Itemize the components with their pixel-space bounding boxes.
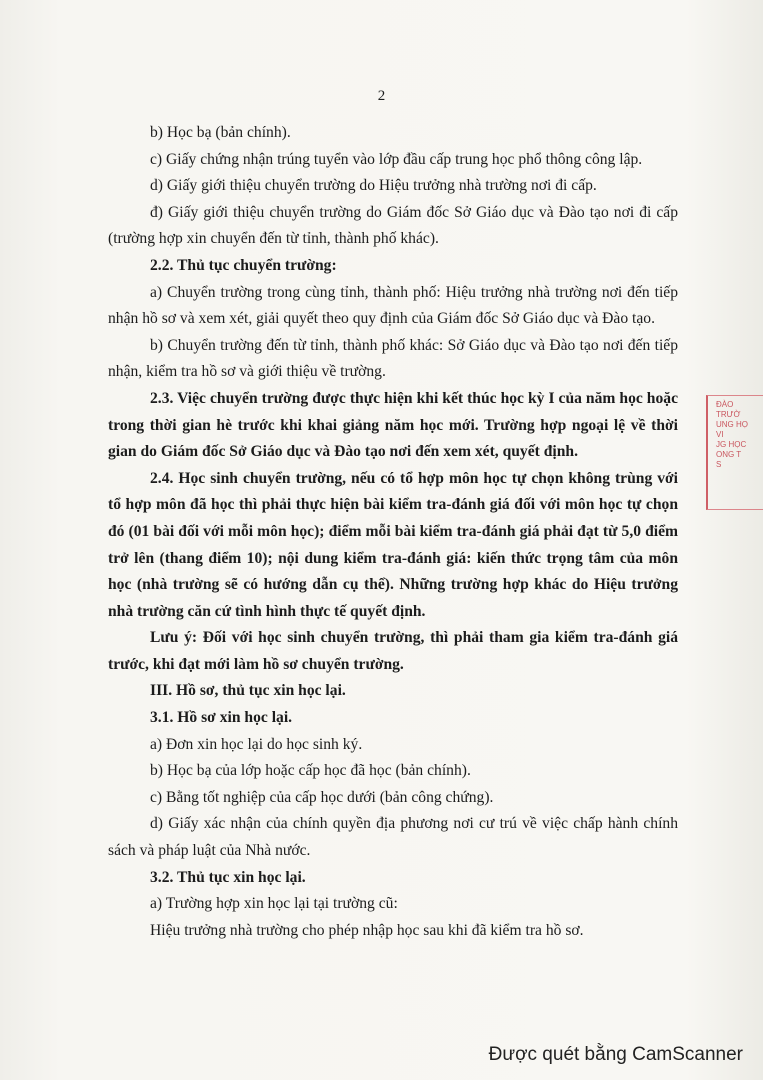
paragraph-bold: 2.4. Học sinh chuyển trường, nếu có tổ hợp môn học tự chọn không trùng với tổ hợp môn đã học thì phải thực hiện bài kiểm tra-đánh giá đối với môn học tự chọn đó (01 bài đối với mỗi môn học); điểm mỗi bài kiểm tra-đánh giá phải đạt từ 5,0 điểm trở lên (thang điểm 10); nội dung kiểm tra-đánh giá: kiến thức trọng tâm của môn học (nhà trường sẽ có hướng dẫn cụ thể). Những trường hợp khác do Hiệu trưởng nhà trường căn cứ tình hình thực tế quyết định.: [108, 469, 678, 620]
section-heading: 3.2. Thủ tục xin học lại.: [150, 868, 306, 886]
section-heading: 3.1. Hồ sơ xin học lại.: [150, 709, 293, 727]
page-number: 2: [377, 88, 386, 104]
note-paragraph: Lưu ý: Đối với học sinh chuyển trường, thì phải tham gia kiểm tra-đánh giá trước, khi đạt mới làm hồ sơ chuyển trường.: [108, 629, 678, 673]
stamp-text: VI: [716, 430, 724, 439]
paragraph: đ) Giấy giới thiệu chuyển trường do Giám đốc Sở Giáo dục và Đào tạo nơi đi cấp (trường hợp xin chuyển đến từ tỉnh, thành phố khác).: [108, 203, 678, 248]
paragraph: d) Giấy giới thiệu chuyển trường do Hiệu trưởng nhà trường nơi đi cấp.: [150, 177, 597, 195]
stamp-text: ONG T: [716, 450, 742, 459]
paragraph: a) Trường hợp xin học lại tại trường cũ:: [150, 895, 398, 913]
paragraph: Hiệu trưởng nhà trường cho phép nhập học sau khi đã kiểm tra hồ sơ.: [150, 921, 584, 939]
stamp-text: ĐÀO: [716, 400, 734, 409]
paragraph: c) Bằng tốt nghiệp của cấp học dưới (bản công chứng).: [150, 788, 494, 806]
paragraph: a) Đơn xin học lại do học sinh ký.: [150, 735, 363, 753]
document-body: [108, 120, 678, 944]
stamp-text: TRƯỜ: [716, 410, 741, 419]
paragraph: d) Giấy xác nhận của chính quyền địa phương nơi cư trú về việc chấp hành chính sách và pháp luật của Nhà nước.: [108, 815, 678, 860]
paragraph: b) Chuyển trường đến từ tỉnh, thành phố khác: Sở Giáo dục và Đào tạo nơi đến tiếp nhận, kiểm tra hồ sơ và giới thiệu về trường.: [108, 336, 678, 381]
stamp-text: JG HỌC: [716, 440, 747, 449]
stamp-text: UNG HỌ: [716, 420, 748, 429]
red-seal-stamp: [706, 395, 763, 510]
paragraph: a) Chuyển trường trong cùng tỉnh, thành phố: Hiệu trưởng nhà trường nơi đến tiếp nhận hồ sơ và xem xét, giải quyết theo quy định của Giám đốc Sở Giáo dục và Đào tạo.: [108, 283, 678, 328]
section-heading: 2.2. Thủ tục chuyển trường:: [150, 256, 337, 274]
paragraph-bold: 2.3. Việc chuyển trường được thực hiện khi kết thúc học kỳ I của năm học hoặc trong thời gian hè trước khi khai giảng năm học mới. Trường hợp ngoại lệ về thời gian do Giám đốc Sở Giáo dục và Đào tạo nơi đến xem xét, quyết định.: [108, 389, 678, 461]
paragraph: c) Giấy chứng nhận trúng tuyển vào lớp đầu cấp trung học phổ thông công lập.: [150, 150, 643, 168]
stamp-text: S: [716, 460, 722, 469]
camscanner-watermark: Được quét bằng CamScanner: [488, 1044, 743, 1065]
paragraph: b) Học bạ của lớp hoặc cấp học đã học (bản chính).: [150, 762, 471, 780]
paragraph: b) Học bạ (bản chính).: [150, 124, 291, 141]
section-heading: III. Hồ sơ, thủ tục xin học lại.: [150, 682, 346, 700]
